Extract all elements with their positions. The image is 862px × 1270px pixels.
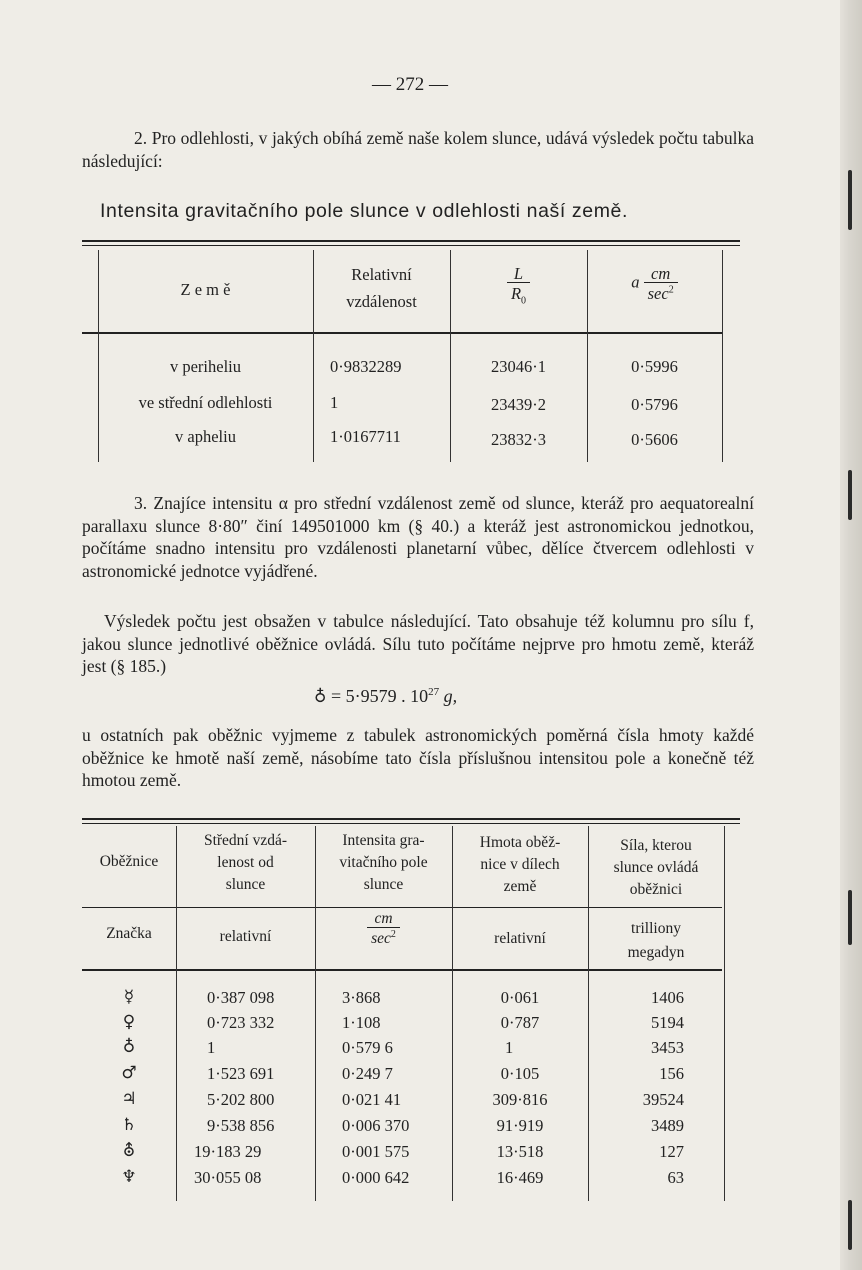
table1-row-3-label: v apheliu — [175, 427, 236, 446]
table2-row-4-mass: 0·105 — [500, 1064, 540, 1083]
paragraph-5 — [82, 724, 754, 792]
table1-header-rule — [82, 332, 722, 334]
table1-row-3-a: 0·5606 — [631, 430, 678, 449]
page-number: — 272 — — [372, 74, 448, 95]
table2-unit-sec-exponent: 2 — [390, 929, 396, 941]
table2-subheader-trilliony: trilliony — [631, 920, 681, 937]
formula-unit: g, — [443, 686, 458, 706]
spine-mark — [848, 1200, 852, 1250]
table2-row-7-mass: 13·518 — [496, 1142, 544, 1161]
paragraph-2 — [82, 127, 754, 172]
table1-border-right — [722, 250, 723, 462]
paragraph-3 — [82, 492, 754, 582]
paragraph-3-text: 3. Znajíce intensitu α pro střední vzdálenost země od slunce, kteráž pro aequatorealní parallaxu slunce 8·80″ činí 149501000 km (§ 40.) a kteráž jest astronomickou jednotkou, počítáme snadno intensitu pro vzdálenosti planetarní vůbec, dělíce čtvercem odlehlosti v astronomické jednotce vyjádřené. — [82, 493, 754, 581]
fraction-denominator-subscript: 0 — [521, 295, 527, 307]
table1-title: Intensita gravitačního pole slunce v odlehlosti naší země. — [100, 200, 629, 222]
table2-row-8-distance: 30·055 08 — [194, 1168, 262, 1187]
neptune-icon: ♆ — [121, 1167, 137, 1187]
paragraph-2-text: 2. Pro odlehlosti, v jakých obíhá země naše kolem slunce, udává výsledek počtu tabulka následující: — [82, 128, 754, 171]
paragraph-4-text: Výsledek počtu jest obsažen v tabulce následující. Tato obsahuje též kolumnu pro sílu f, jakou slunce jednotlivé oběžnice ovládá. Sílu tuto počítáme nejprve pro hmotu země, kteráž jest (§ 185.) — [82, 611, 754, 677]
table2-header-intensity-3: slunce — [363, 876, 404, 893]
unit-sec: sec — [647, 284, 669, 304]
table2-subheader-relativni-1: relativní — [219, 928, 272, 945]
formula-equation: = 5·9579 . 10 — [330, 686, 429, 706]
table2-header-force-3: oběžnici — [629, 881, 683, 898]
table2-unit-cm: cm — [374, 910, 393, 927]
venus-icon: ♀ — [122, 1012, 136, 1032]
table2-header-distance-1: Střední vzdá- — [203, 832, 288, 849]
saturn-icon: ♄ — [121, 1115, 137, 1135]
fraction-denominator-r: R — [510, 284, 522, 304]
table2-header-mass-2: nice v dílech — [480, 856, 560, 873]
table2-subheader-znacka: Značka — [106, 925, 152, 942]
table2-unit-sec: sec — [371, 930, 391, 948]
table2-header-distance-2: lenost od — [217, 854, 274, 871]
formula-exponent: 27 — [428, 686, 440, 698]
table1-row-2-a: 0·5796 — [631, 395, 678, 414]
table2-row-8-force: 63 — [667, 1168, 684, 1187]
table2-row-1-intensity: 3·868 — [342, 988, 381, 1007]
table2-row-1-force: 1406 — [651, 988, 684, 1007]
table2-row-4-distance: 1·523 691 — [207, 1064, 275, 1083]
table1-top-rule — [82, 240, 740, 242]
table2-header-distance-3: slunce — [225, 876, 266, 893]
earth-icon: ♁ — [122, 1037, 136, 1057]
table2-subheader-relativni-2: relativní — [494, 930, 546, 947]
table1-row-3-lr: 23832·3 — [491, 430, 546, 449]
unit-cm: cm — [651, 264, 671, 283]
table2-row-2-intensity: 1·108 — [342, 1013, 381, 1032]
unit-sec-exponent: 2 — [668, 284, 674, 296]
jupiter-icon: ♃ — [121, 1089, 137, 1109]
table1-top-rule-2 — [82, 245, 740, 246]
table2-row-1-distance: 0·387 098 — [207, 988, 275, 1007]
table1-row-2-lr: 23439·2 — [491, 395, 546, 414]
table2-row-8-intensity: 0·000 642 — [342, 1168, 410, 1187]
symbol-a: a — [631, 272, 640, 292]
table1-row-1-a: 0·5996 — [631, 357, 678, 376]
table1-row-1-label: v periheliu — [169, 357, 242, 376]
table2-header-obeznice: Oběžnice — [99, 853, 159, 870]
table2-row-7-distance: 19·183 29 — [194, 1142, 262, 1161]
table2-header-mass-1: Hmota oběž- — [479, 834, 561, 851]
table2-subheader-megadyn: megadyn — [627, 944, 685, 961]
table2-header-force-1: Síla, kterou — [620, 837, 692, 854]
book-spine — [840, 0, 862, 1270]
table2-row-3-intensity: 0·579 6 — [342, 1038, 393, 1057]
table2-row-7-intensity: 0·001 575 — [342, 1142, 410, 1161]
table2-row-1-mass: 0·061 — [500, 988, 540, 1007]
table2-row-2-mass: 0·787 — [500, 1013, 540, 1032]
table2-row-4-intensity: 0·249 7 — [342, 1064, 393, 1083]
table1-row-1-lr: 23046·1 — [491, 357, 546, 376]
table1-header-vzdalenost: vzdálenost — [346, 292, 417, 311]
mars-icon: ♂ — [121, 1063, 137, 1083]
table2-row-7-force: 127 — [659, 1142, 684, 1161]
table2-row-6-mass: 91·919 — [496, 1116, 544, 1135]
table1-row-2-distance: 1 — [330, 393, 339, 412]
table2-row-2-force: 5194 — [651, 1013, 684, 1032]
table2-row-8-mass: 16·469 — [496, 1168, 544, 1187]
fraction-numerator-l: L — [513, 264, 524, 283]
table2-border-right — [724, 826, 725, 1201]
spine-mark — [848, 470, 852, 520]
earth-mass-formula — [314, 686, 457, 707]
table2-row-6-force: 3489 — [651, 1116, 684, 1135]
table2-row-3-mass: 1 — [505, 1038, 514, 1057]
table2-header-intensity-1: Intensita gra- — [342, 832, 425, 849]
table2-row-5-intensity: 0·021 41 — [342, 1090, 402, 1109]
table1-row-1-distance: 0·9832289 — [330, 357, 402, 376]
table2-row-3-force: 3453 — [651, 1038, 684, 1057]
table2-row-4-force: 156 — [659, 1064, 684, 1083]
paragraph-4 — [82, 610, 754, 678]
table1-row-3-distance: 1·0167711 — [330, 427, 401, 446]
table2-subheader-rule — [82, 907, 722, 908]
table1-header-l-over-r0 — [450, 265, 587, 307]
table2-header-force-2: slunce ovládá — [613, 859, 699, 876]
table2-row-3-distance: 1 — [207, 1038, 216, 1057]
paragraph-5-text: u ostatních pak oběžnic vyjmeme z tabulek astronomických poměrná čísla hmoty každé oběžnice ke hmotě naší země, násobíme tato čísla příslušnou intensitou pole a konečně též hmotou země. — [82, 725, 754, 791]
uranus-icon: ⛢ — [122, 1141, 136, 1161]
table2-top-rule — [82, 818, 740, 820]
table2-top-rule-2 — [82, 823, 740, 824]
table1-header-zeme: Z e m ě — [180, 280, 231, 299]
table2-row-6-distance: 9·538 856 — [207, 1116, 275, 1135]
spine-mark — [848, 170, 852, 230]
table2-row-6-intensity: 0·006 370 — [342, 1116, 410, 1135]
table2-row-5-mass: 309·816 — [492, 1090, 548, 1109]
table2-row-2-distance: 0·723 332 — [207, 1013, 275, 1032]
mercury-icon: ☿ — [123, 987, 135, 1007]
table2-row-5-force: 39524 — [642, 1090, 684, 1109]
table2-row-5-distance: 5·202 800 — [207, 1090, 275, 1109]
spine-mark — [848, 890, 852, 945]
table1-row-2-label: ve střední odlehlosti — [138, 393, 273, 412]
table2-header-mass-3: země — [503, 878, 537, 895]
earth-symbol-icon: ♁ — [314, 687, 327, 707]
table1-header-a-units — [587, 265, 722, 303]
table2-subheader-units — [315, 911, 452, 948]
table2-header-intensity-2: vitačního pole — [339, 854, 428, 871]
table1-header-relativni: Relativní — [351, 265, 412, 284]
table2-header-rule — [82, 969, 722, 971]
